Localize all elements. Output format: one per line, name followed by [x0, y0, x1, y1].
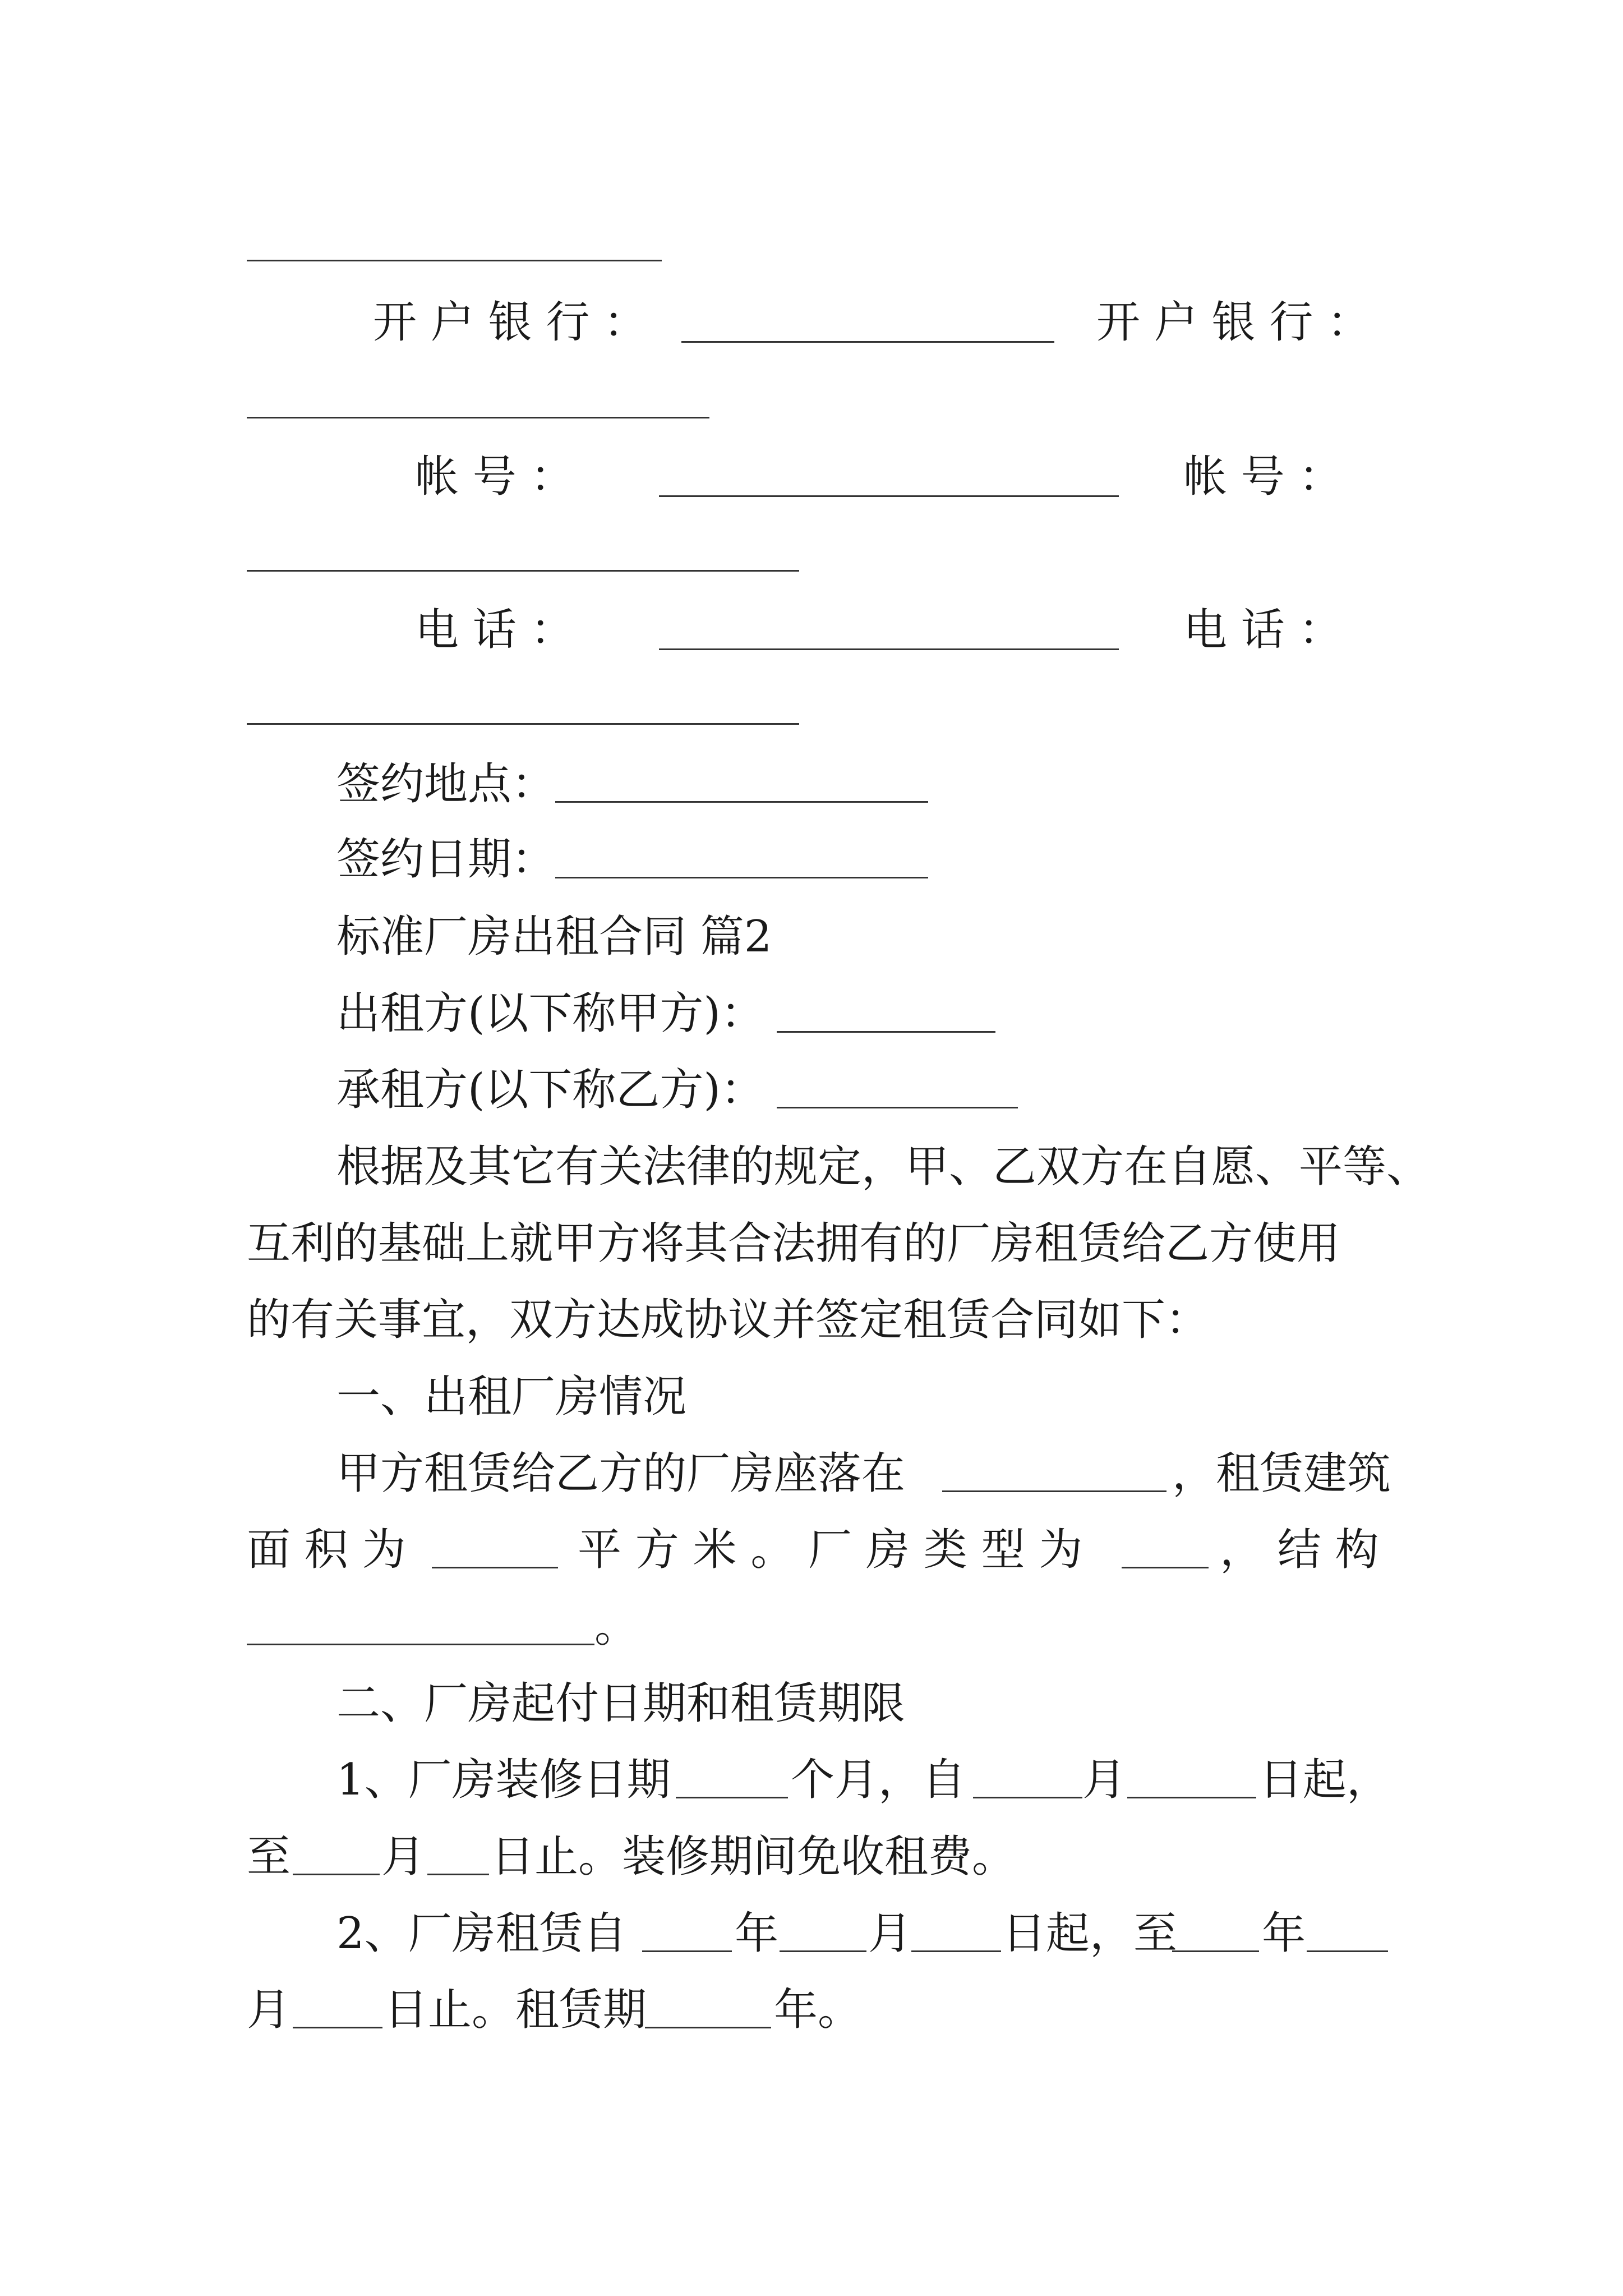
sign-date-label: 签约日期： — [336, 834, 556, 885]
item-2-e: 年 — [1262, 1908, 1306, 1959]
bank-label-lessee: 开 户 银 行 ： — [1096, 297, 1371, 348]
area-blank — [432, 1567, 558, 1568]
sign-date-blank — [555, 877, 928, 878]
lease-start-day-blank — [911, 1950, 1001, 1952]
item-1-a: 1、厂房装修日期 — [336, 1755, 671, 1805]
item-2-d: 日起，至 — [1002, 1908, 1178, 1959]
sign-place-label: 签约地点： — [336, 759, 556, 809]
blank-line — [247, 260, 662, 261]
intro-line-1: 根据及其它有关法律的规定，甲、乙双方在自愿、平等、 — [336, 1142, 1431, 1192]
decor-start-day-blank — [1127, 1797, 1256, 1798]
item-2-c: 月 — [868, 1908, 912, 1959]
account-label-lessor: 帐 号 ： — [415, 452, 574, 502]
item-2-f: 月 — [247, 1985, 291, 2035]
section-1-text-c2: 平 方 米 。 厂 房 类 型 为 — [578, 1525, 1083, 1575]
section-2-heading: 二、厂房起付日期和租赁期限 — [336, 1678, 906, 1729]
item-2-b: 年 — [735, 1908, 779, 1959]
phone-blank-lessor — [659, 648, 1119, 650]
section-1-text-a: 甲方租赁给乙方的厂房座落在 — [336, 1448, 906, 1499]
location-blank — [942, 1490, 1166, 1492]
decor-start-month-blank — [973, 1797, 1082, 1798]
sign-place-blank — [555, 801, 928, 803]
phone-label-lessor: 电 话 ： — [415, 605, 574, 655]
contract-title: 标准厂房出租合同 篇2 — [336, 912, 772, 962]
section-1-text-c3: ， 结 构 — [1220, 1525, 1379, 1575]
phone-label-lessee: 电 话 ： — [1183, 605, 1343, 655]
item-1-b: 个月，自 — [791, 1755, 966, 1805]
lessee-label: 承租方(以下称乙方)： — [336, 1065, 764, 1115]
item-1-c: 月 — [1082, 1755, 1127, 1805]
phone-blank-lessee — [247, 723, 799, 725]
account-blank-lessor — [659, 495, 1119, 497]
intro-line-3: 的有关事宜，双方达成协议并签定租赁合同如下： — [247, 1295, 1210, 1345]
lease-start-year-blank — [642, 1950, 732, 1952]
type-blank — [1122, 1567, 1209, 1568]
item-1-d: 日起， — [1259, 1755, 1391, 1805]
item-1-e: 至 — [247, 1832, 291, 1882]
decor-end-month-blank — [293, 1874, 380, 1875]
lease-end-month-blank — [1307, 1950, 1388, 1952]
structure-blank — [247, 1644, 594, 1645]
section-1-text-d: 。 — [594, 1602, 639, 1652]
item-2-g: 日止。租赁期 — [384, 1985, 647, 2035]
lease-term-blank — [645, 2027, 771, 2028]
lease-end-day-blank — [293, 2027, 382, 2028]
item-2-a: 2、厂房租赁自 — [336, 1908, 627, 1959]
lessor-blank — [777, 1031, 995, 1033]
item-1-g: 日止。装修期间免收租费。 — [491, 1832, 1016, 1882]
section-1-text-b: ，租赁建筑 — [1172, 1448, 1391, 1499]
decor-months-blank — [676, 1797, 788, 1798]
section-1-text-c1: 面 积 为 — [247, 1525, 406, 1575]
intro-line-2: 互利的基础上就甲方将其合法拥有的厂房租赁给乙方使用 — [247, 1218, 1341, 1269]
lessee-blank — [777, 1107, 1018, 1108]
bank-blank-lessee — [247, 417, 709, 418]
account-blank-lessee — [247, 570, 799, 572]
lessor-label: 出租方(以下称甲方)： — [336, 988, 764, 1039]
item-2-h: 年。 — [774, 1985, 862, 2035]
decor-end-day-blank — [427, 1874, 489, 1875]
bank-blank-lessor — [681, 341, 1054, 343]
account-label-lessee: 帐 号 ： — [1183, 452, 1343, 502]
section-1-heading: 一、出租厂房情况 — [336, 1372, 687, 1422]
lease-end-year-blank — [1172, 1950, 1259, 1952]
lease-start-month-blank — [780, 1950, 866, 1952]
item-1-f: 月 — [381, 1832, 426, 1882]
bank-label-lessor: 开 户 银 行 ： — [373, 297, 648, 348]
